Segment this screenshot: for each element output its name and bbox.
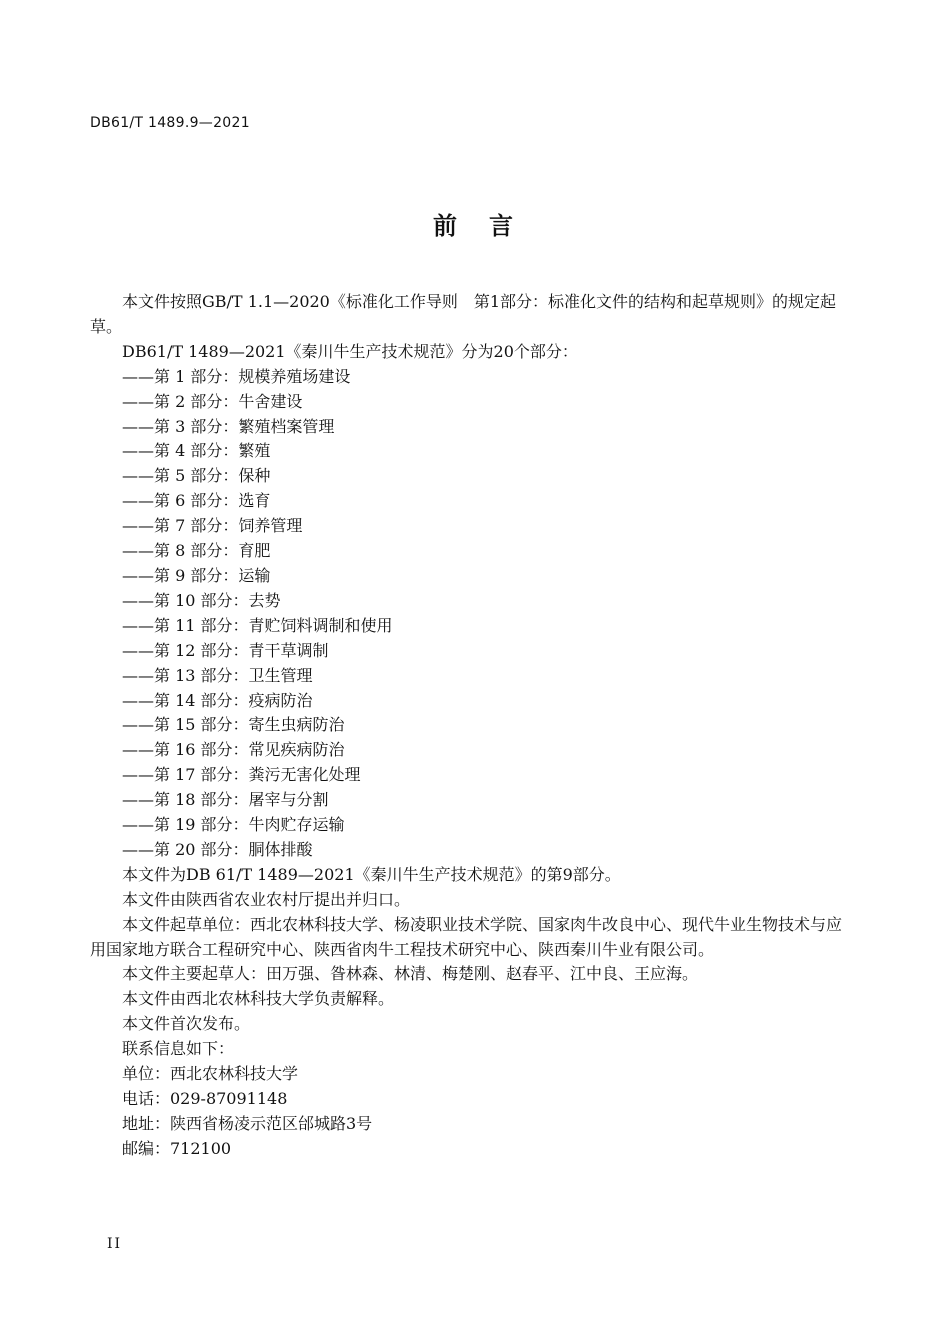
- list-item: ——第 7 部分：饲养管理: [122, 516, 303, 536]
- list-item: ——第 10 部分：去势: [122, 590, 281, 610]
- list-item: ——第 16 部分：常见疾病防治: [122, 740, 345, 760]
- list-item: ——第 14 部分：疫病防治: [122, 690, 313, 710]
- document-body: [90, 290, 850, 1162]
- list-item: ——第 17 部分：粪污无害化处理: [122, 765, 361, 785]
- list-item: ——第 12 部分：青干草调制: [122, 640, 329, 660]
- paragraph-contact-intro: 联系信息如下：: [122, 1039, 235, 1059]
- contact-unit: 单位：西北农林科技大学: [122, 1064, 299, 1084]
- paragraph-drafters: 本文件主要起草人：田万强、昝林森、林清、梅楚刚、赵春平、江中良、王应海。: [122, 964, 699, 984]
- list-item: ——第 6 部分：选育: [122, 491, 271, 511]
- list-item: ——第 2 部分：牛舍建设: [122, 391, 303, 411]
- list-item: ——第 15 部分：寄生虫病防治: [122, 715, 345, 735]
- list-item: ——第 8 部分：育肥: [122, 541, 271, 561]
- list-item: ——第 13 部分：卫生管理: [122, 665, 313, 685]
- paragraph-proposer: 本文件由陕西省农业农村厅提出并归口。: [122, 889, 411, 909]
- page-title: 前 言: [433, 212, 517, 240]
- list-item: ——第 3 部分：繁殖档案管理: [122, 416, 335, 436]
- contact-phone: 电话：029-87091148: [122, 1089, 288, 1108]
- parts-list: [90, 365, 850, 863]
- paragraph-drafting-units: 本文件起草单位：西北农林科技大学、杨凌职业技术学院、国家肉牛改良中心、现代牛业生物技术与应用国家地方联合工程研究中心、陕西省肉牛工程技术研究中心、陕西秦川牛业有限公司。: [90, 914, 843, 959]
- paragraph-first-release: 本文件首次发布。: [122, 1014, 251, 1034]
- list-item: ——第 4 部分：繁殖: [122, 441, 271, 461]
- page-number: II: [107, 1236, 123, 1252]
- contact-address: 地址：陕西省杨凌示范区邰城路3号: [122, 1113, 373, 1133]
- list-item: ——第 19 部分：牛肉贮存运输: [122, 815, 345, 835]
- list-item: ——第 11 部分：青贮饲料调制和使用: [122, 615, 393, 635]
- list-item: ——第 1 部分：规模养殖场建设: [122, 366, 351, 386]
- contact-postcode: 邮编：712100: [122, 1138, 232, 1158]
- paragraph-parts-intro: DB61/T 1489—2021《秦川牛生产技术规范》分为20个部分：: [122, 341, 578, 361]
- list-item: ——第 5 部分：保种: [122, 466, 271, 486]
- list-item: ——第 9 部分：运输: [122, 565, 271, 585]
- document-number: DB61/T 1489.9—2021: [90, 115, 250, 131]
- list-item: ——第 20 部分：胴体排酸: [122, 839, 313, 859]
- list-item: ——第 18 部分：屠宰与分割: [122, 790, 329, 810]
- paragraph-drafting-basis: 本文件按照GB/T 1.1—2020《标准化工作导则 第1部分：标准化文件的结构和起草规则》的规定起草。: [90, 292, 837, 336]
- paragraph-interpretation: 本文件由西北农林科技大学负责解释。: [122, 989, 395, 1009]
- paragraph-part-statement: 本文件为DB 61/T 1489—2021《秦川牛生产技术规范》的第9部分。: [122, 864, 621, 884]
